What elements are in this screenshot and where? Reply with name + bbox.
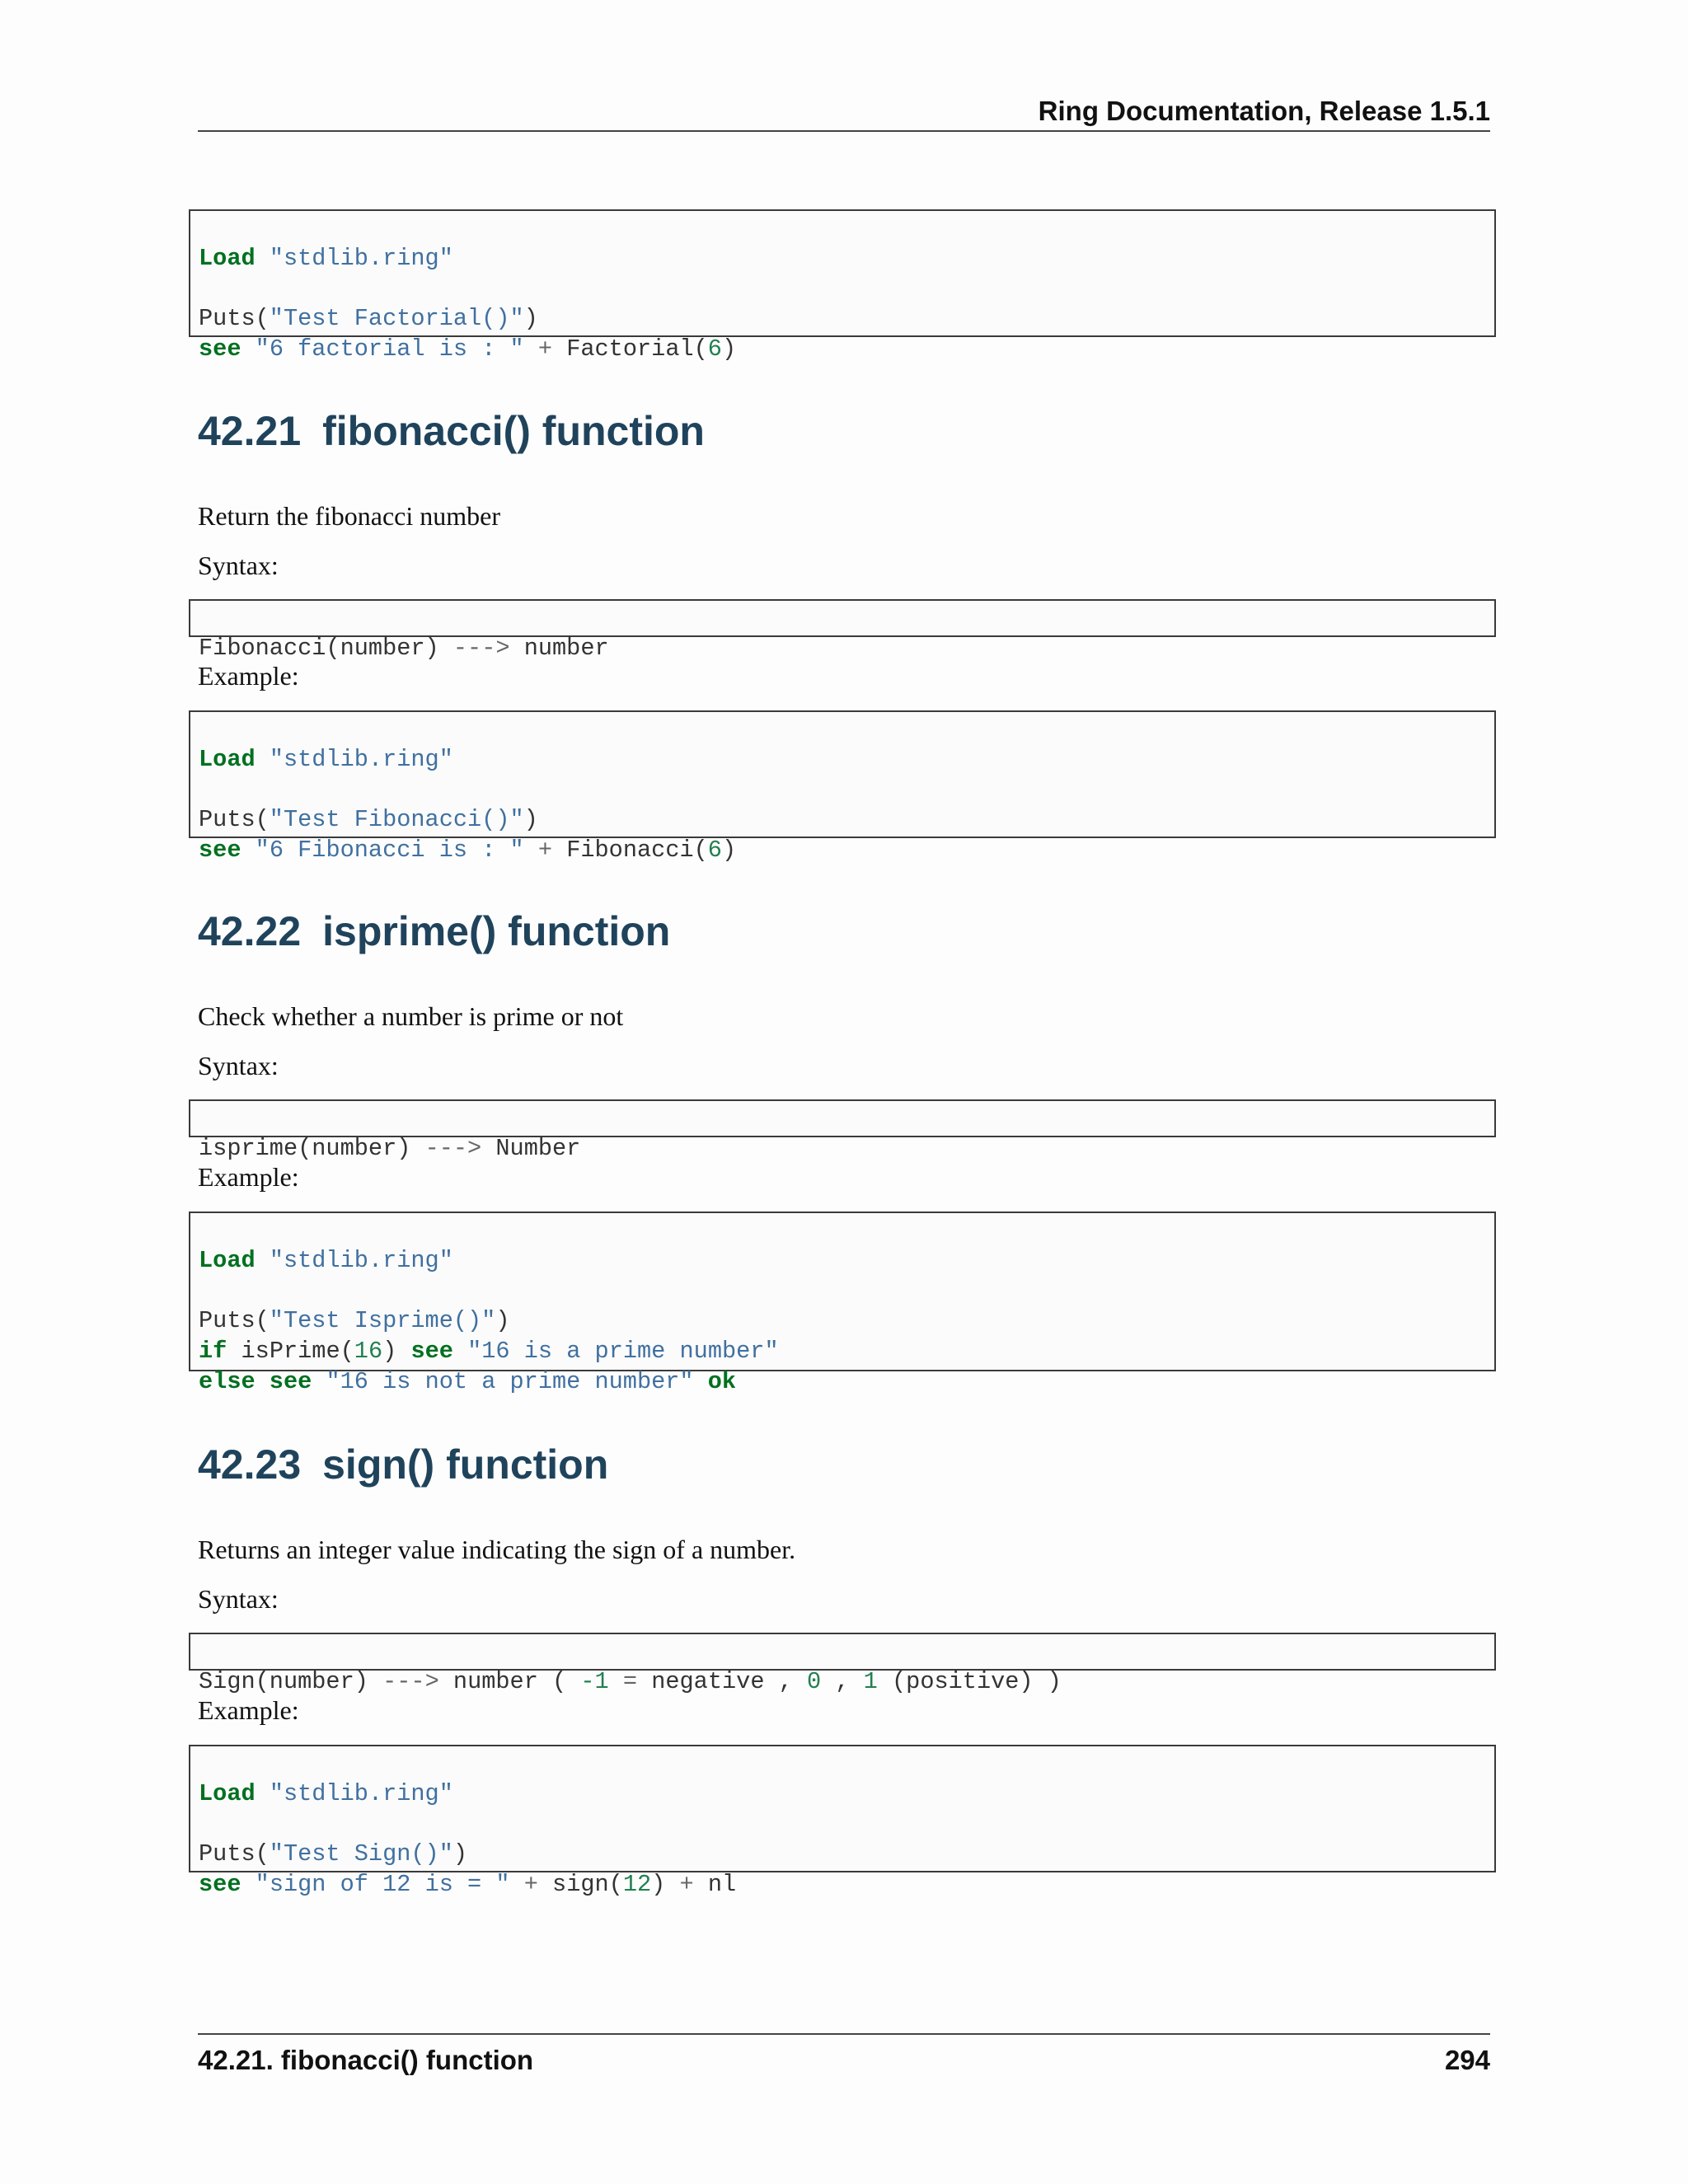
code-number: 1 xyxy=(863,1667,878,1695)
section-description: Return the fibonacci number xyxy=(198,501,500,531)
code-paren: ) xyxy=(382,1338,397,1366)
code-block-fibonacci-example xyxy=(189,710,1496,865)
code-text: number xyxy=(523,634,609,662)
code-text: isprime(number) xyxy=(199,1134,411,1162)
section-description: Returns an integer value indicating the sign of a number. xyxy=(198,1535,796,1564)
code-keyword: see xyxy=(199,335,241,363)
code-text: nl xyxy=(707,1871,737,1899)
code-keyword: Load xyxy=(199,244,256,272)
code-block-isprime-example xyxy=(189,1212,1496,1395)
code-block-isprime-syntax xyxy=(189,1099,1496,1162)
code-function: Puts( xyxy=(199,1307,270,1335)
code-number: 12 xyxy=(622,1871,652,1899)
footer-section: 42.21. fibonacci() function xyxy=(198,2045,534,2075)
section-title-sign xyxy=(198,1440,608,1489)
section-description: Check whether a number is prime or not xyxy=(198,1001,624,1031)
code-block-sign-syntax xyxy=(189,1633,1496,1695)
code-paren: ) xyxy=(452,1840,468,1868)
code-operator: ---> xyxy=(452,634,510,662)
code-function: Factorial( xyxy=(566,335,708,363)
section-heading: sign() function xyxy=(322,1441,609,1488)
code-string: "stdlib.ring" xyxy=(269,745,453,773)
code-paren: ) xyxy=(721,335,737,363)
code-block-fibonacci-syntax xyxy=(189,599,1496,662)
section-title-fibonacci xyxy=(198,406,705,456)
code-keyword: Load xyxy=(199,1246,256,1274)
code-function: Fibonacci( xyxy=(566,837,708,865)
code-text: , xyxy=(835,1667,850,1695)
syntax-label: Syntax: xyxy=(198,551,279,580)
code-operator: = xyxy=(622,1667,638,1695)
section-title-isprime xyxy=(198,907,670,956)
code-string: "sign of 12 is = " xyxy=(255,1871,510,1899)
code-block-sign-example xyxy=(189,1745,1496,1899)
code-string: "stdlib.ring" xyxy=(269,244,453,272)
code-keyword: see xyxy=(199,837,241,865)
code-string: "stdlib.ring" xyxy=(269,1779,453,1807)
code-keyword: see xyxy=(410,1338,453,1366)
code-paren: ) xyxy=(523,305,538,333)
example-label: Example: xyxy=(198,1162,299,1192)
code-string: "stdlib.ring" xyxy=(269,1246,453,1274)
code-paren: ) xyxy=(495,1307,510,1335)
code-function: Puts( xyxy=(199,806,270,834)
code-text: (positive) ) xyxy=(892,1667,1062,1695)
code-text: Sign(number) xyxy=(199,1667,368,1695)
code-paren: ) xyxy=(523,806,538,834)
code-number: 6 xyxy=(707,335,722,363)
code-number: 6 xyxy=(707,837,722,865)
code-string: "Test Fibonacci()" xyxy=(269,806,524,834)
section-heading: isprime() function xyxy=(322,908,671,954)
code-operator: + xyxy=(537,837,553,865)
code-text: negative , xyxy=(651,1667,793,1695)
code-keyword: Load xyxy=(199,1779,256,1807)
page-footer xyxy=(198,2033,1490,2076)
code-function: Puts( xyxy=(199,1840,270,1868)
code-text: Fibonacci(number) xyxy=(199,634,439,662)
code-keyword: ok xyxy=(707,1367,737,1395)
code-function: isPrime( xyxy=(241,1338,354,1366)
section-number: 42.23 xyxy=(198,1441,302,1488)
code-keyword: see xyxy=(199,1871,241,1899)
code-function: sign( xyxy=(552,1871,623,1899)
code-number: 16 xyxy=(354,1338,383,1366)
example-label: Example: xyxy=(198,661,299,691)
code-paren: ) xyxy=(651,1871,666,1899)
section-number: 42.22 xyxy=(198,908,302,954)
code-operator: + xyxy=(537,335,553,363)
code-string: "6 factorial is : " xyxy=(255,335,524,363)
code-function: Puts( xyxy=(199,305,270,333)
page-header xyxy=(198,92,1490,132)
code-operator: + xyxy=(523,1871,538,1899)
code-number: 0 xyxy=(806,1667,822,1695)
code-operator: ---> xyxy=(424,1134,482,1162)
code-operator: ---> xyxy=(382,1667,439,1695)
code-string: "Test Isprime()" xyxy=(269,1307,496,1335)
code-block-factorial-example xyxy=(189,209,1496,363)
document-title: Ring Documentation, Release 1.5.1 xyxy=(1038,96,1490,126)
code-operator: + xyxy=(679,1871,694,1899)
page-number: 294 xyxy=(1444,2045,1490,2075)
code-string: "16 is not a prime number" xyxy=(326,1367,694,1395)
code-string: "6 Fibonacci is : " xyxy=(255,837,524,865)
code-text: Number xyxy=(495,1134,581,1162)
code-keyword: if xyxy=(199,1338,227,1366)
code-paren: ) xyxy=(721,837,737,865)
code-string: "Test Factorial()" xyxy=(269,305,524,333)
code-keyword: else see xyxy=(199,1367,312,1395)
code-text: number ( xyxy=(452,1667,567,1695)
section-number: 42.21 xyxy=(198,408,302,454)
code-string: "Test Sign()" xyxy=(269,1840,453,1868)
syntax-label: Syntax: xyxy=(198,1051,279,1080)
code-keyword: Load xyxy=(199,745,256,773)
code-string: "16 is a prime number" xyxy=(467,1338,779,1366)
section-heading: fibonacci() function xyxy=(322,408,705,454)
syntax-label: Syntax: xyxy=(198,1584,279,1614)
code-number: -1 xyxy=(580,1667,609,1695)
example-label: Example: xyxy=(198,1695,299,1725)
